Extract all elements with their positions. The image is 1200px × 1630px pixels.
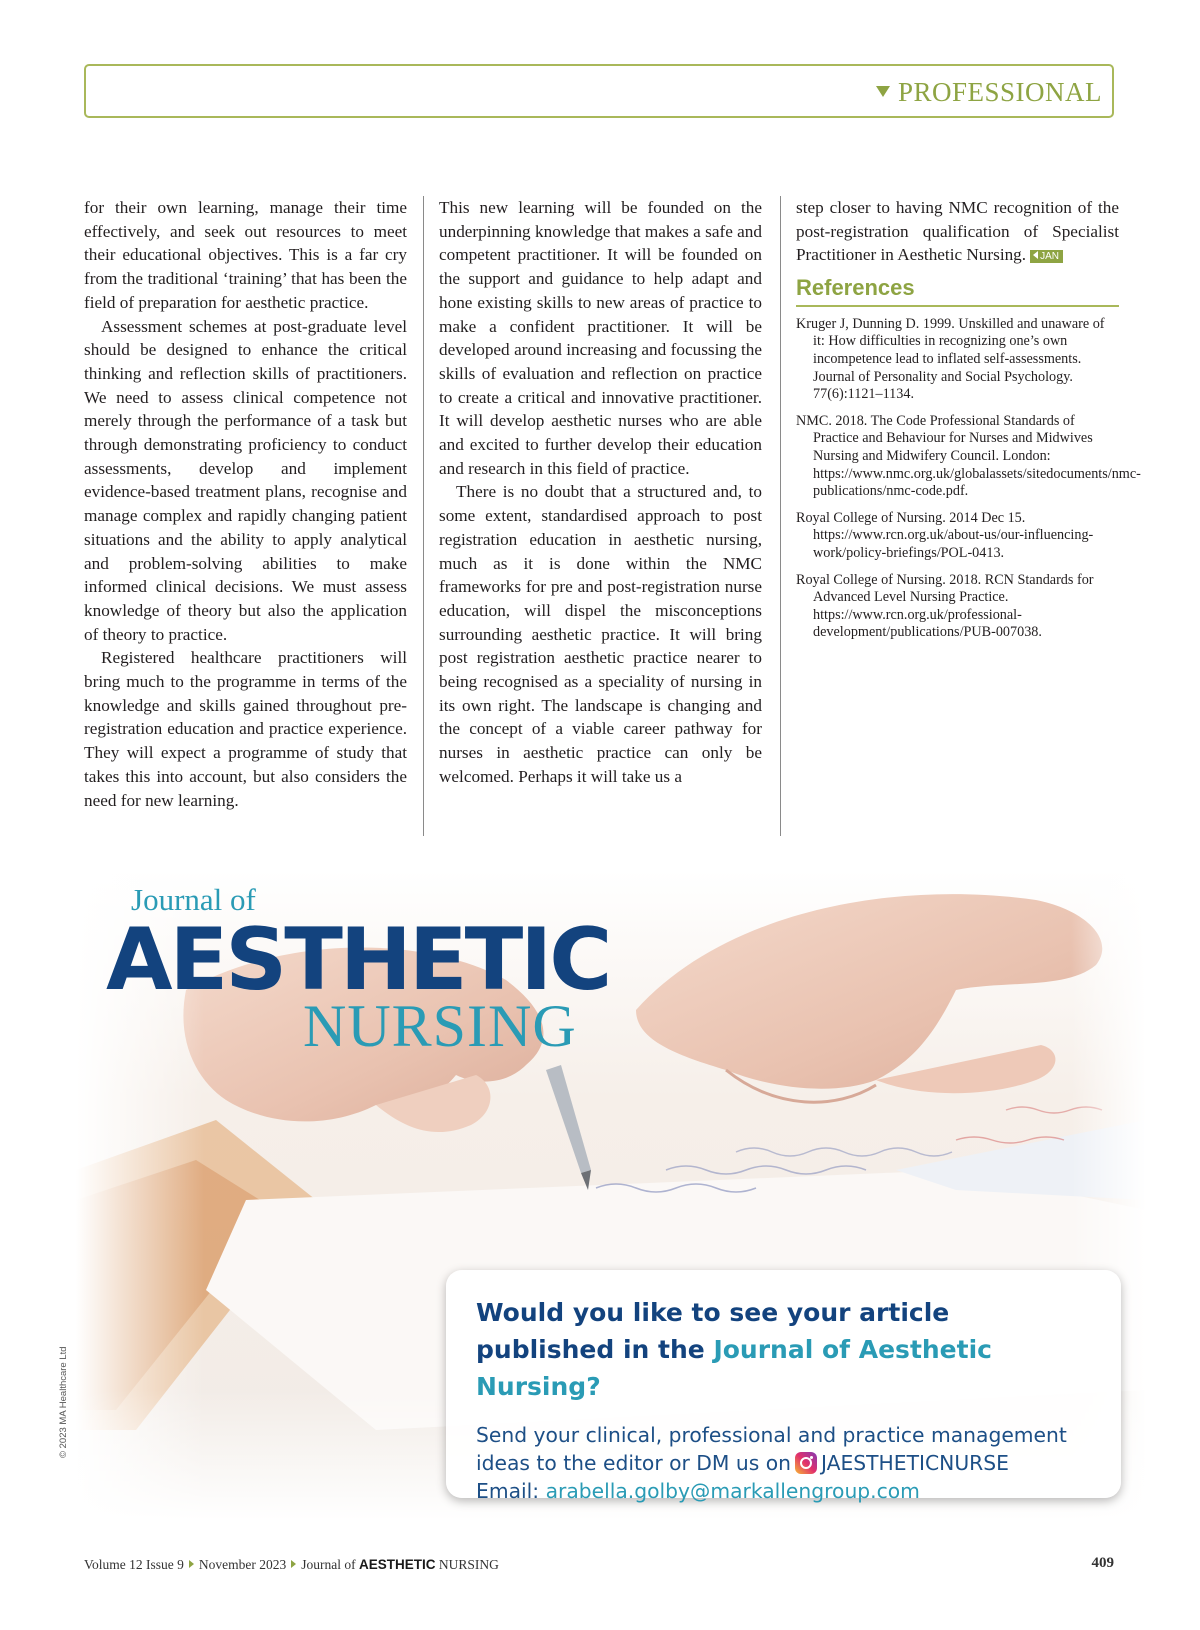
end-tag-text: JAN: [1040, 251, 1059, 263]
article-column-3: [796, 196, 1141, 651]
call-for-articles-question: [476, 1294, 1091, 1405]
question-highlight: Journal of Aesthetic Nursing?: [476, 1335, 992, 1401]
column-divider: [780, 196, 781, 836]
arrow-left-icon: [1033, 251, 1038, 259]
email-label: Email:: [476, 1479, 540, 1503]
references-heading: References: [796, 276, 1119, 307]
paragraph: Registered healthcare practitioners will bring much to the programme in terms of the knowledge and skills gained throughout pre-registration education and practice experience. They will expect a programme of study that takes this into account, but also considers the need for new learning.: [84, 648, 407, 810]
footer-date: November 2023: [198, 1557, 287, 1572]
section-header-bar: [84, 64, 1114, 118]
paragraph: Assessment schemes at post-graduate level should be designed to enhance the critical thinking and reflection skills of practitioners. We need to assess clinical competence not merely through the performance of a task but through demonstrating proficiency to conduct assessments, develop and implement evidence-based treatment plans, recognise and manage complex and rapidly changing patient situations and the ability to apply analytical and problem-solving abilities to make informed clinical decisions. We must assess knowledge of theory but also the application of theory to practice.: [84, 316, 407, 644]
submission-instructions: [476, 1421, 1091, 1505]
copyright-notice: © 2023 MA Healthcare Ltd: [58, 1346, 69, 1458]
article-column-2: [439, 196, 762, 789]
journal-advertisement: [76, 870, 1146, 1520]
instagram-icon: [795, 1452, 817, 1474]
reference-item: Royal College of Nursing. 2014 Dec 15. https://www.rcn.org.uk/about-us/our-influencing-work/policy-briefings/POL-0413.: [796, 509, 1094, 561]
reference-list: [796, 315, 1141, 642]
page-footer: [84, 1557, 499, 1573]
logo-nursing: NURSING: [303, 993, 577, 1059]
footer-journal-suffix: NURSING: [438, 1557, 499, 1572]
question-text: Would you like to see your article published in the: [476, 1298, 950, 1364]
paragraph: This new learning will be founded on the underpinning knowledge that makes a safe and competent practitioner. It will be founded on the support and guidance to help adapt and hone existing skills to new areas of practice to make a confident practitioner. It will be developed around increasing and focussing the skills of evaluation and reflection on practice to create a critical and innovative practitioner. It will develop aesthetic nurses who are able and excited to further develop their education and research in this field of practice.: [439, 198, 762, 478]
footer-journal-prefix: Journal of: [301, 1557, 356, 1572]
article-column-1: [84, 196, 407, 812]
section-label: [876, 77, 1102, 108]
arrow-right-icon: [189, 1560, 194, 1568]
closing-sentence: step closer to having NMC recognition of the post-registration qualification of Specialist Practitioner in Aesthetic Nursing.: [796, 198, 1119, 265]
column-divider: [423, 196, 424, 836]
logo-aesthetic: AESTHETIC: [106, 910, 610, 1010]
section-label-text: PROFESSIONAL: [897, 77, 1102, 107]
reference-item: Royal College of Nursing. 2018. RCN Standards for Advanced Level Nursing Practice. https://www.rcn.org.uk/professional-development/publications/PUB-007038.: [796, 571, 1094, 641]
instructions-text: Send your clinical, professional and practice management ideas to the editor or DM us on: [476, 1423, 1067, 1475]
call-for-articles-card: [446, 1270, 1121, 1503]
triangle-down-icon: [876, 86, 890, 97]
arrow-right-icon: [291, 1560, 296, 1568]
reference-item: Kruger J, Dunning D. 1999. Unskilled and unaware of it: How difficulties in recognizing one’s own incompetence lead to inflated self-assessments. Journal of Personality and Social Psychology. 77(6):1121–1134.: [796, 315, 1105, 403]
instagram-handle[interactable]: JAESTHETICNURSE: [820, 1451, 1009, 1475]
footer-volume: Volume 12 Issue 9: [84, 1557, 184, 1572]
footer-journal-bold: AESTHETIC: [358, 1557, 436, 1572]
paragraph: for their own learning, manage their time effectively, and seek out resources to meet their educational objectives. This is a far cry from the traditional ‘training’ that has been the field of preparation for aesthetic practice.: [84, 198, 407, 312]
paragraph: There is no doubt that a structured and, to some extent, standardised approach to post registration education in aesthetic nursing, much as it is done within the NMC frameworks for pre and post-registration nurse education, will dispel the misconceptions surrounding aesthetic practice. It will bring post registration aesthetic practice nearer to being recognised as a speciality of nursing in its own right. The landscape is changing and the concept of a viable career pathway for nurses in aesthetic practice can only be welcomed. Perhaps it will take us a: [439, 482, 762, 786]
logo-journal-of: Journal of: [131, 882, 256, 917]
reference-item: NMC. 2018. The Code Professional Standards of Practice and Behaviour for Nurses and Midwives Nursing and Midwifery Council. London: https://www.nmc.org.uk/globalassets/sitedocuments/nmc-publications/nmc-code.pdf.: [796, 412, 1141, 500]
email-link[interactable]: arabella.golby@markallengroup.com: [545, 1479, 920, 1503]
page-number: 409: [1091, 1555, 1114, 1571]
end-of-article-tag: [1030, 250, 1063, 263]
paragraph: [796, 196, 1119, 267]
